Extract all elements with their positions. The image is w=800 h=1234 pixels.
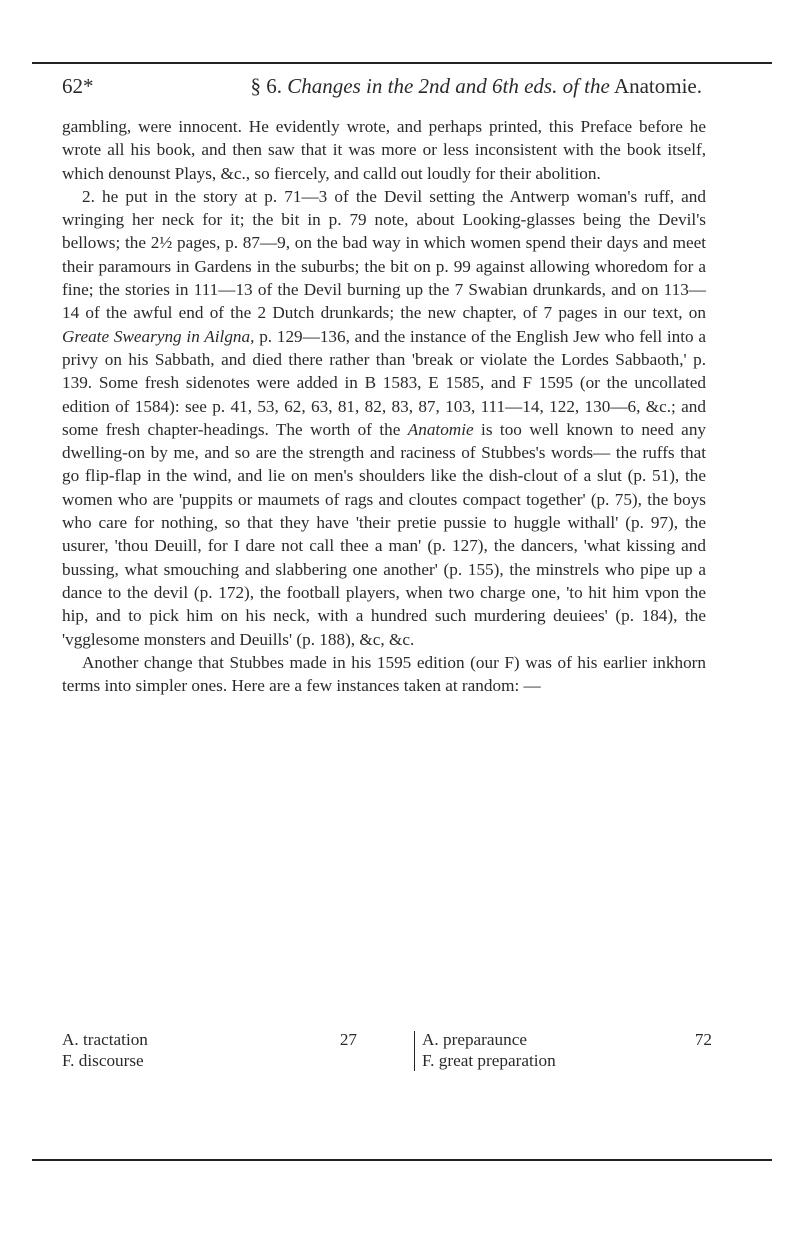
paragraph-3: Another change that Stubbes made in his 1595 edition (our F) was of his earlier inkhorn terms into simpler ones. Here are a few instances taken at random: —	[62, 652, 706, 696]
term-f: F. great preparation	[422, 1051, 556, 1070]
term-f: F. discourse	[62, 1051, 144, 1070]
comparison-left-column	[62, 1029, 362, 1071]
comparison-row	[62, 1050, 362, 1071]
paragraph-2-part-b: p. 129—136, and the instance of the English Jew who fell into a privy on his Sabbath, and died there rather than 'break or violate the Lordes Sabbaoth,' p. 139. Some fresh sidenotes were added in B 1583, E 1585, and F 1595 (or the uncollated edition of 1584): see p. 41, 53, 62, 63, 81, 82, 83, 87, 103, 111—14, 122, 130—6, &c.; and some fresh chapter-headings. The worth of the	[62, 326, 707, 439]
running-header	[62, 74, 702, 99]
paragraph-2-italic-title: Greate Swearyng in Ailgna,	[62, 326, 255, 346]
body-text	[62, 115, 706, 697]
paragraph-1: gambling, were innocent. He evidently wrote, and perhaps printed, this Preface before he wrote all his book, and then saw that it was more or less inconsistent with the book itself, which denounst Plays, &c., so fiercely, and calld out loudly for their abolition.	[62, 117, 706, 183]
page-ref: 72	[694, 1030, 712, 1049]
top-rule	[32, 62, 772, 64]
section-mark: § 6.	[250, 74, 283, 98]
paragraph-2	[62, 185, 706, 651]
paragraph-2-part-c: is too well known to need any dwelling-on by me, and so are the strength and raciness of Stubbes's words— the ruffs that go flip-flap in the wind, and lie on men's shoulders like the dish-clout of a slut (p. 51), the women who are 'puppits or maumets of rags and cloutes compact together' (p. 75), the boys who care for nothing, so that they have 'their pretie pussie to huggle withall' (p. 97), the usurer, 'thou Deuill, for I dare not call thee a man' (p. 127), the dancers, 'what kissing and bussing, what smouching and slabbering one another' (p. 155), the minstrels who pipe up a dance to the devil (p. 172), the football players, when two charge one, 'to hit him vpon the hip, and to pick him on his neck, with a hundred such murdering deuiees' (p. 184), the 'vgglesome monsters and Deuills' (p. 188), &c, &c.	[62, 419, 706, 649]
bottom-rule	[32, 1159, 772, 1161]
paragraph-2-italic-anatomie: Anatomie	[407, 419, 474, 439]
term-a: A. tractation	[62, 1030, 148, 1049]
column-divider	[414, 1031, 415, 1071]
header-title-italic: Changes in the 2nd and 6th eds. of the	[287, 74, 610, 98]
page-ref: 27	[339, 1030, 357, 1049]
comparison-row	[422, 1050, 706, 1071]
header-title	[251, 74, 702, 99]
term-a: A. preparaunce	[422, 1030, 527, 1049]
page-number: 62*	[62, 74, 94, 98]
comparison-right-column	[422, 1029, 712, 1071]
header-title-roman: Anatomie.	[613, 74, 702, 98]
comparison-row	[422, 1029, 712, 1050]
comparison-row	[62, 1029, 362, 1050]
paragraph-2-part-a: 2. he put in the story at p. 71—3 of the Devil setting the Antwerp woman's ruff, and wringing her neck for it; the bit in p. 79 note, about Looking-glasses being the Devil's bellows; the 2½ pages, p. 87—9, on the bad way in which women spend their days and meet their paramours in Gardens in the suburbs; the bit on p. 99 against allowing whoredom for a fine; the stories in 111—13 of the Devil burning up the 7 Swabian drunkards, and on 113—14 of the awful end of the 2 Dutch drunkards; the new chapter, of 7 pages in our text, on	[62, 186, 706, 323]
